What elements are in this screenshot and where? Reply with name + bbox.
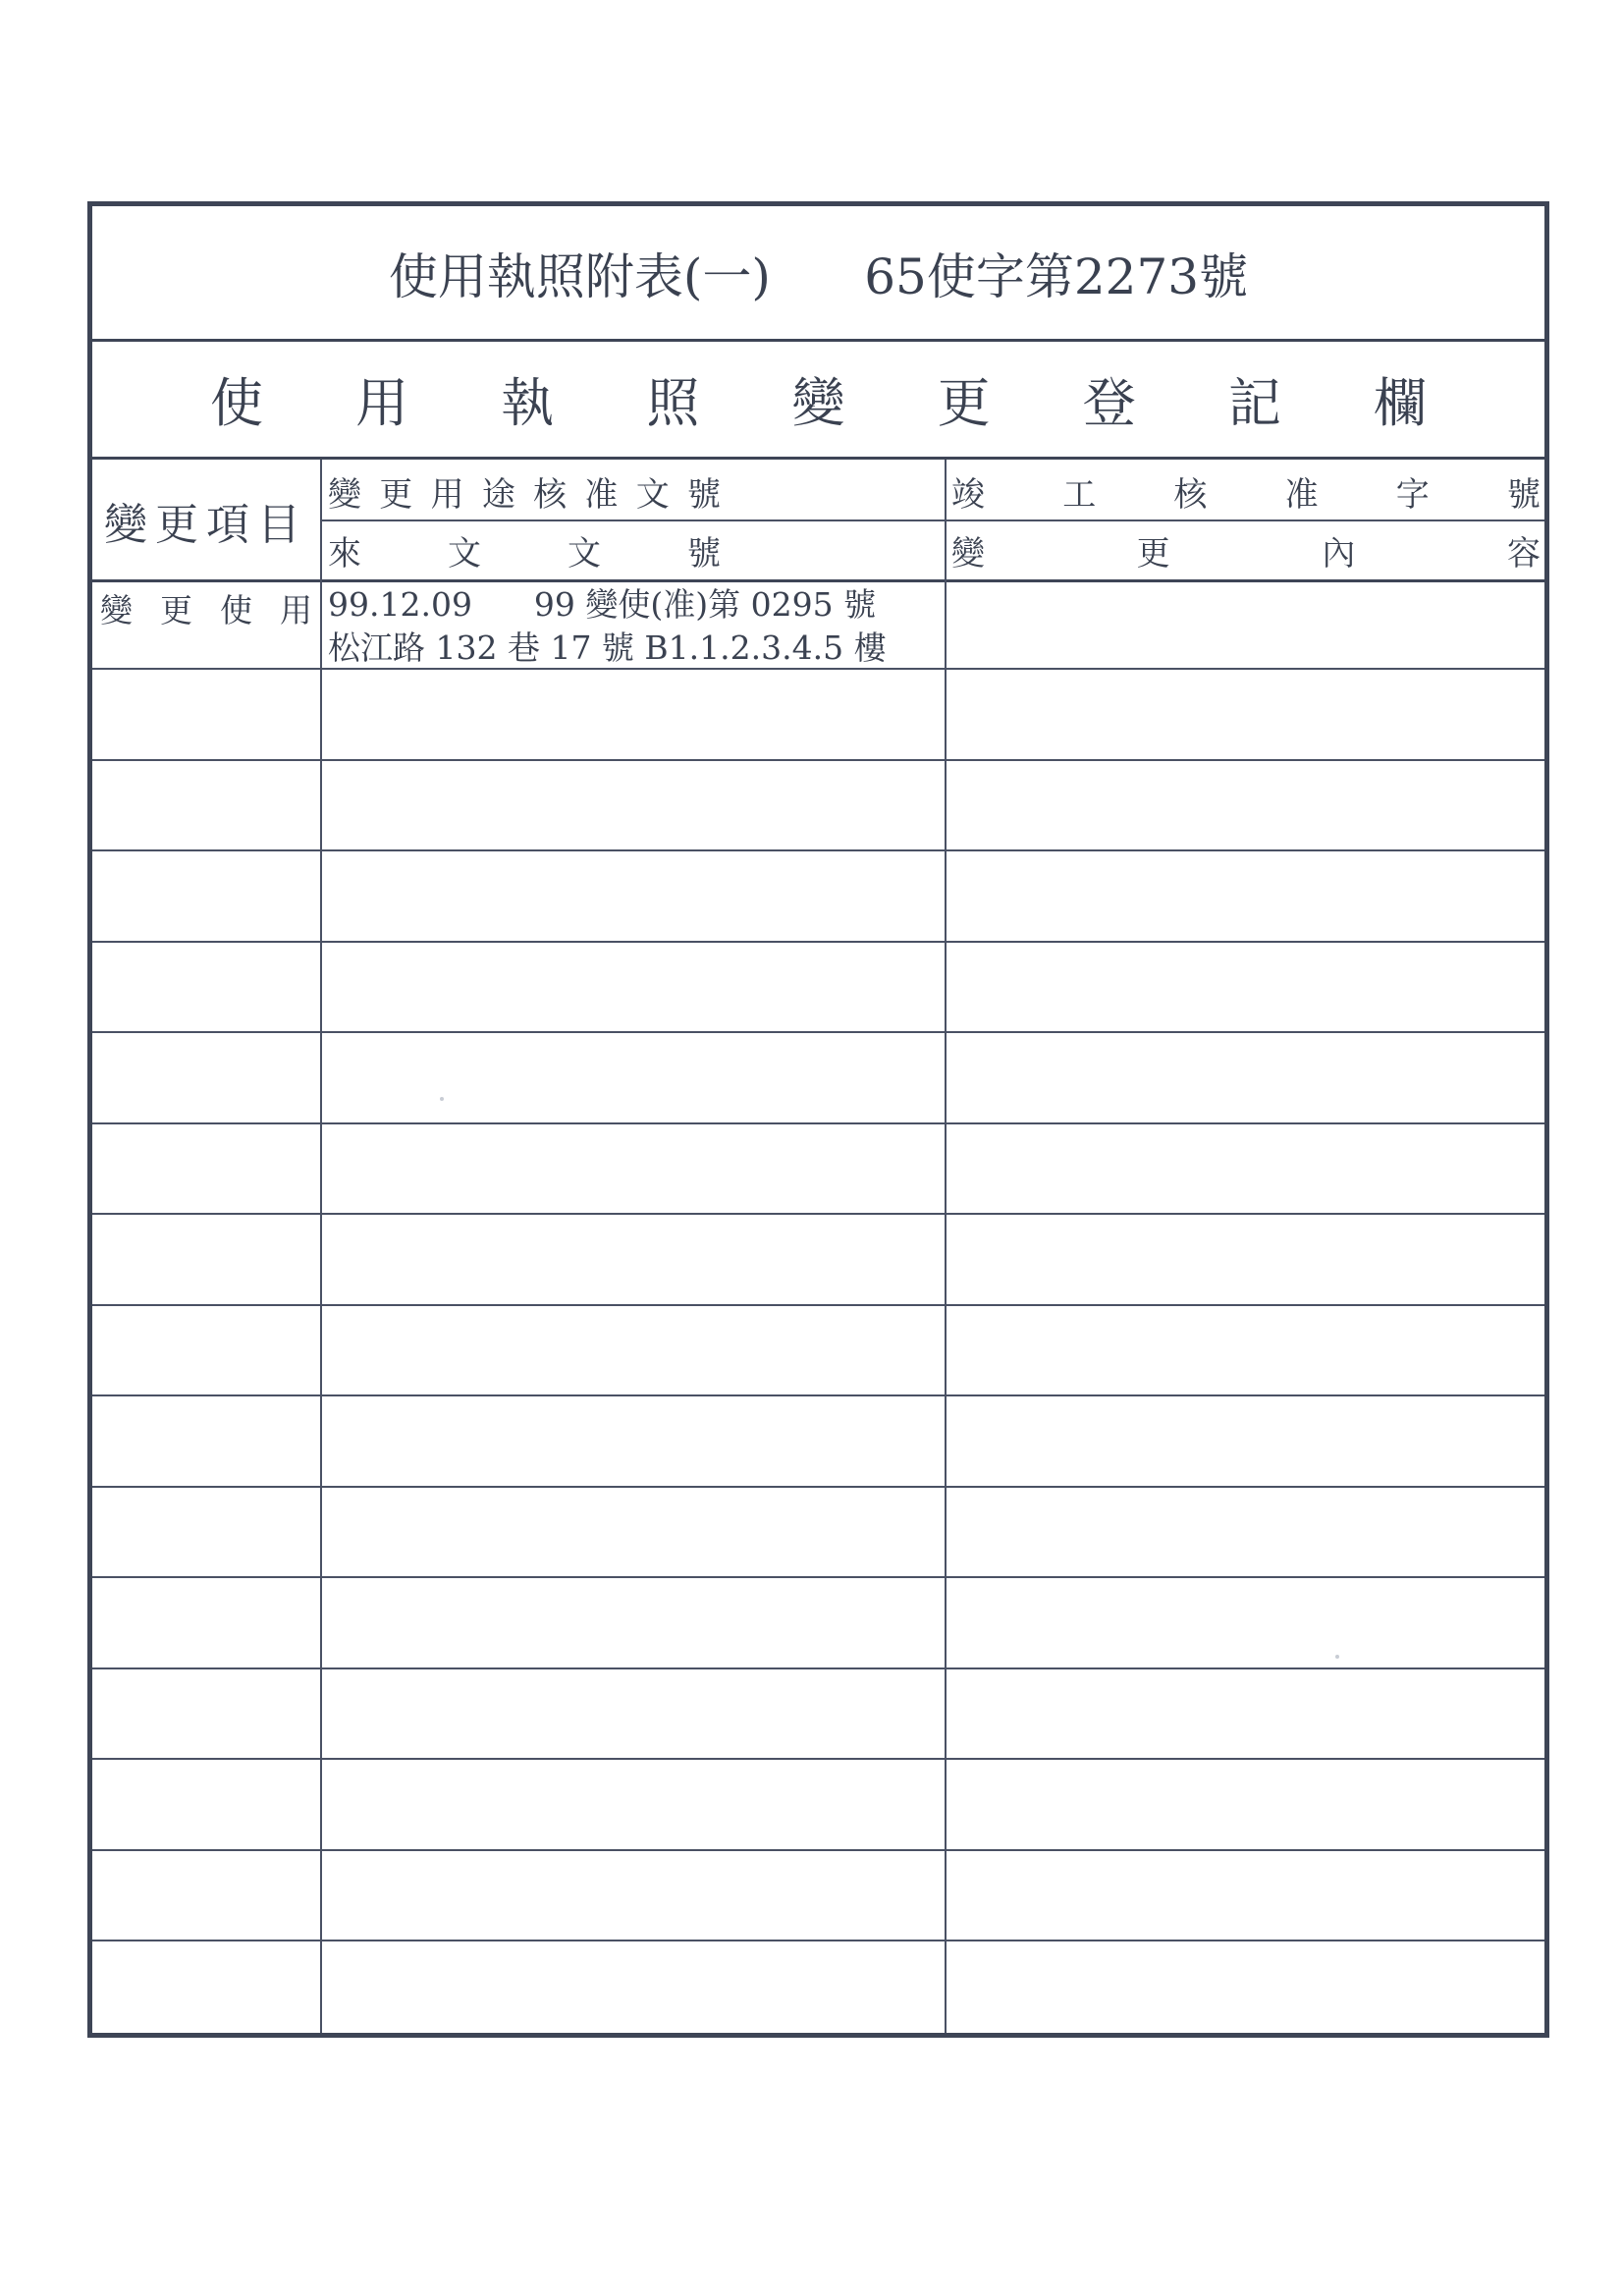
row-divider	[92, 1758, 1544, 1760]
header-completion-doc-char: 核	[1173, 474, 1208, 515]
header-change-content-char: 變	[951, 533, 985, 574]
header-change-item: 變更項目	[104, 500, 308, 550]
scan-speck	[440, 1097, 444, 1101]
header-incoming-doc-char: 號	[687, 533, 721, 574]
header-change-content-char: 更	[1136, 533, 1170, 574]
header-completion-doc-char: 准	[1284, 474, 1319, 515]
section-title-char: 照	[646, 371, 700, 434]
header-completion-doc-char: 字	[1395, 474, 1430, 515]
row-item-label-char: 使	[220, 590, 252, 629]
form-title-main: 使用執照附表(一)	[388, 247, 771, 305]
form-title	[92, 206, 1544, 339]
row-divider	[92, 1122, 1544, 1124]
header-approval-doc-char: 文	[635, 474, 670, 515]
header-change-content-char: 容	[1506, 533, 1541, 574]
header-incoming-doc	[328, 522, 721, 577]
header-incoming-doc-char: 文	[568, 533, 601, 574]
row-divider	[92, 941, 1544, 943]
row-item-label-char: 變	[100, 590, 133, 629]
header-completion-doc-char: 竣	[951, 474, 985, 515]
row-divider	[92, 1213, 1544, 1215]
row-divider	[92, 1667, 1544, 1669]
header-approval-doc-char: 更	[379, 474, 413, 515]
row-approval-line: 99.12.09 99 變使(准)第 0295 號	[328, 585, 877, 624]
header-completion-doc-char: 號	[1506, 474, 1541, 515]
section-title-char: 用	[355, 371, 409, 434]
section-title-char: 欄	[1374, 371, 1427, 434]
section-title-char: 變	[791, 371, 845, 434]
section-title-char: 使	[210, 371, 263, 434]
row-divider	[92, 1304, 1544, 1306]
divider	[92, 579, 1544, 582]
header-completion-doc-char: 工	[1062, 474, 1097, 515]
header-approval-doc	[328, 464, 721, 519]
row-divider	[92, 1576, 1544, 1578]
header-change-content-char: 內	[1322, 533, 1356, 574]
row-divider	[92, 759, 1544, 761]
header-completion-doc	[951, 464, 1541, 519]
header-approval-doc-char: 變	[328, 474, 361, 515]
header-approval-doc-char: 途	[481, 474, 515, 515]
row-divider	[92, 849, 1544, 851]
scan-speck	[1335, 1655, 1339, 1659]
row-divider	[92, 1486, 1544, 1488]
row-divider	[92, 1940, 1544, 1941]
header-approval-doc-char: 准	[584, 474, 619, 515]
section-title-char: 登	[1082, 371, 1136, 434]
header-approval-doc-char: 用	[430, 474, 464, 515]
section-title-char: 更	[937, 371, 991, 434]
header-incoming-doc-char: 文	[448, 533, 481, 574]
row-divider	[92, 668, 1544, 670]
divider	[322, 519, 1544, 521]
header-approval-doc-char: 核	[533, 474, 568, 515]
header-approval-doc-char: 號	[686, 474, 721, 515]
header-incoming-doc-char: 來	[328, 533, 361, 574]
section-title	[210, 341, 1427, 457]
row-item-label-char: 用	[280, 590, 312, 629]
license-number: 65使字第2273號	[864, 247, 1249, 305]
header-change-content	[951, 522, 1541, 577]
row-divider	[92, 1849, 1544, 1851]
section-title-char: 執	[501, 371, 555, 434]
change-register-form	[87, 201, 1549, 2038]
section-title-char: 記	[1227, 371, 1281, 434]
row-address-line: 松江路 132 巷 17 號 B1.1.2.3.4.5 樓	[328, 629, 887, 667]
column-divider	[945, 460, 947, 2033]
row-divider	[92, 1031, 1544, 1033]
row-item-label-char: 更	[160, 590, 192, 629]
column-divider	[320, 460, 322, 2033]
row-item-label	[100, 583, 312, 632]
row-divider	[92, 1394, 1544, 1396]
